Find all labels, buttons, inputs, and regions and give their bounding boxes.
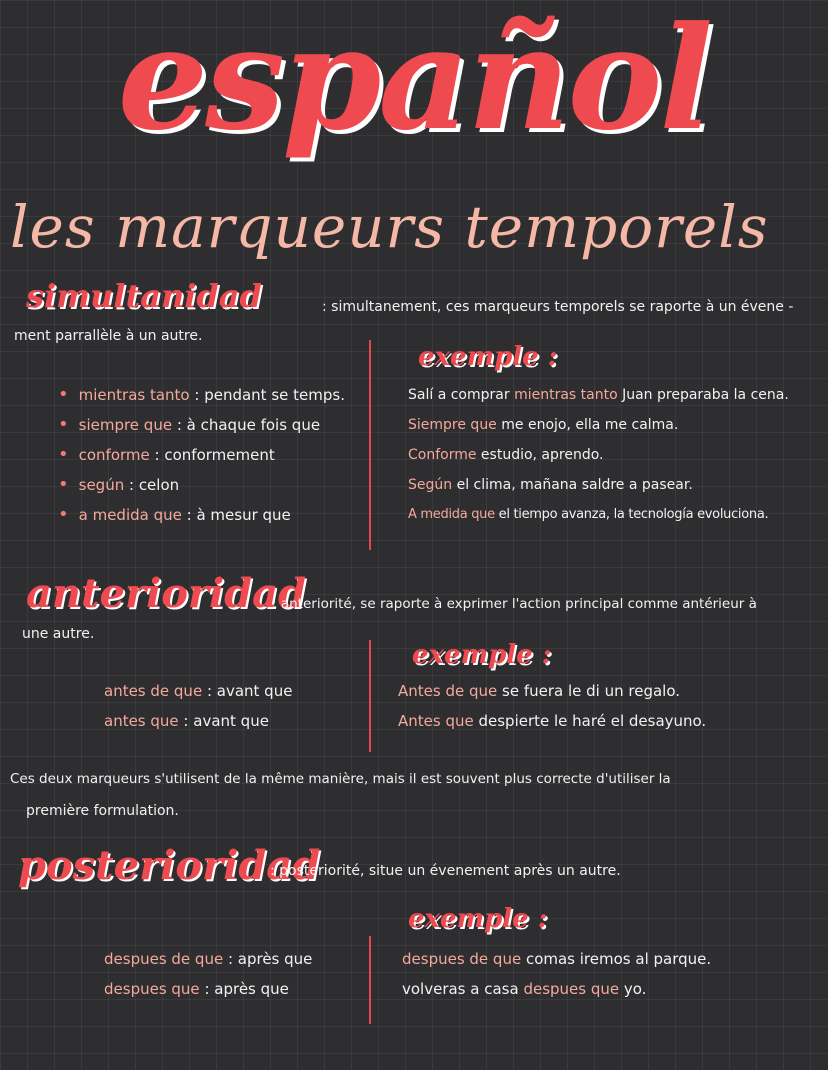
- bullet-dot: •: [58, 474, 69, 495]
- exemple-heading: exemple :: [418, 342, 558, 372]
- definition-simultaneidad: : simultanement, ces marqueurs temporels se raporte à un évene -: [322, 299, 794, 315]
- definition-simultaneidad-cont: ment parrallèle à un autre.: [14, 328, 203, 344]
- example-list-anterioridad: [398, 676, 706, 736]
- example-sentence: Según el clima, mañana saldre a pasear.: [408, 477, 693, 493]
- list-item: • conforme : conformement: [58, 444, 275, 465]
- section-heading-anterioridad: anterioridad: [26, 570, 306, 617]
- list-item: • siempre que : à chaque fois que: [58, 414, 321, 435]
- list-item: • según : celon: [58, 474, 180, 495]
- definition-anterioridad-cont: une autre.: [22, 626, 95, 642]
- marker-list-posterioridad: [104, 944, 312, 1004]
- bullet-dot: •: [58, 384, 69, 405]
- marker-list-simultaneidad: [58, 380, 345, 530]
- definition-posterioridad: : posteriorité, situe un évenement après un autre.: [270, 863, 621, 879]
- example-sentence: despues de que comas iremos al parque.: [402, 950, 712, 968]
- note-line-2: première formulation.: [26, 803, 179, 819]
- list-item: antes que : avant que: [104, 712, 269, 730]
- example-sentence: Antes que despierte le haré el desayuno.: [398, 712, 707, 730]
- page-subtitle: les marqueurs temporels: [10, 193, 769, 261]
- list-item: despues que : après que: [104, 980, 289, 998]
- definition-anterioridad: : anteriorité, se raporte à exprimer l'action principal comme antérieur à: [272, 596, 757, 612]
- exemple-heading: exemple :: [408, 904, 548, 934]
- note-line-1: Ces deux marqueurs s'utilisent de la même manière, mais il est souvent plus correcte d'utiliser la: [10, 771, 671, 787]
- section-heading-simultaneidad: simultanidad: [26, 277, 262, 315]
- list-item: despues de que : après que: [104, 950, 313, 968]
- example-list-simultaneidad: [408, 380, 789, 530]
- marker-list-anterioridad: [104, 676, 292, 736]
- divider-line: [369, 340, 371, 550]
- list-item: • mientras tanto : pendant se temps.: [58, 384, 345, 405]
- example-sentence: Antes de que se fuera le di un regalo.: [398, 682, 681, 700]
- bullet-dot: •: [58, 414, 69, 435]
- divider-line: [369, 936, 371, 1024]
- bullet-dot: •: [58, 444, 69, 465]
- example-sentence: Conforme estudio, aprendo.: [408, 447, 604, 463]
- bullet-dot: •: [58, 504, 69, 525]
- section-heading-posterioridad: posterioridad: [18, 842, 321, 889]
- page-title: español: [117, 0, 711, 162]
- divider-line: [369, 640, 371, 752]
- example-sentence: volveras a casa despues que yo.: [402, 980, 647, 998]
- example-sentence: Siempre que me enojo, ella me calma.: [408, 417, 679, 433]
- example-sentence: A medida que el tiempo avanza, la tecnología evoluciona.: [408, 507, 769, 522]
- example-list-posterioridad: [402, 944, 711, 1004]
- example-sentence: Salí a comprar mientras tanto Juan preparaba la cena.: [408, 387, 789, 403]
- list-item: antes de que : avant que: [104, 682, 293, 700]
- exemple-heading: exemple :: [412, 640, 552, 670]
- list-item: • a medida que : à mesur que: [58, 504, 291, 525]
